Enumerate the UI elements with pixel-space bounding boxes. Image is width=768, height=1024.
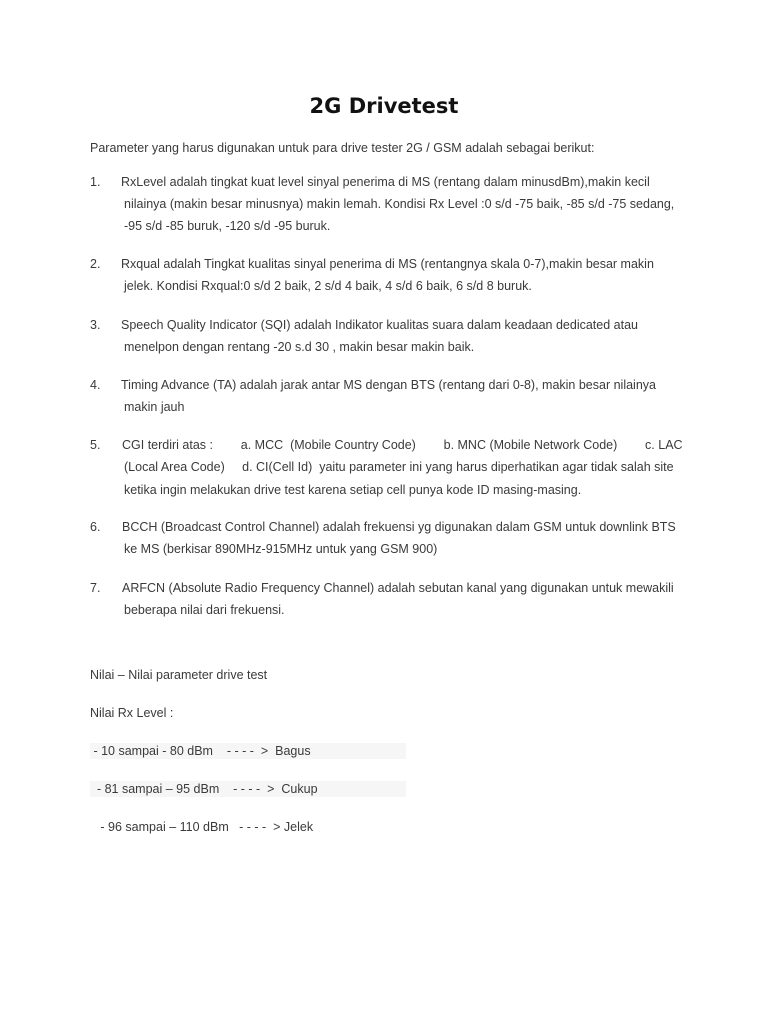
rx-range-cukup: - 81 sampai – 95 dBm - - - - > Cukup — [90, 781, 406, 797]
list-item-line: ARFCN (Absolute Radio Frequency Channel) adalah sebutan kanal yang digunakan untuk mewakili — [122, 581, 674, 595]
list-item-number: 5. — [90, 438, 101, 452]
intro-paragraph: Parameter yang harus digunakan untuk para drive tester 2G / GSM adalah sebagai berikut: — [90, 141, 595, 155]
list-item-line: ketika ingin melakukan drive test karena setiap cell punya kode ID masing-masing. — [124, 483, 582, 497]
list-item-line: makin jauh — [124, 400, 185, 414]
list-item-line: ke MS (berkisar 890MHz-915MHz untuk yang GSM 900) — [124, 542, 438, 556]
list-item-line: Timing Advance (TA) adalah jarak antar MS dengan BTS (rentang dari 0-8), makin besar nilainya — [121, 378, 656, 392]
list-item-number: 2. — [90, 257, 101, 271]
list-item-number: 3. — [90, 318, 101, 332]
list-item-line: jelek. Kondisi Rxqual:0 s/d 2 baik, 2 s/d 4 baik, 4 s/d 6 baik, 6 s/d 8 buruk. — [124, 279, 532, 293]
list-item-line: -95 s/d -85 buruk, -120 s/d -95 buruk. — [124, 219, 331, 233]
rx-range-bagus: - 10 sampai - 80 dBm - - - - > Bagus — [90, 743, 406, 759]
list-item-number: 1. — [90, 175, 101, 189]
rx-range-jelek: - 96 sampai – 110 dBm - - - - > Jelek — [90, 819, 406, 835]
list-item-line: RxLevel adalah tingkat kuat level sinyal penerima di MS (rentang dalam minusdBm),makin kecil — [121, 175, 650, 189]
rx-level-label: Nilai Rx Level : — [90, 706, 174, 720]
list-item-line: BCCH (Broadcast Control Channel) adalah frekuensi yg digunakan dalam GSM untuk downlink BTS — [122, 520, 676, 534]
list-item-line: beberapa nilai dari frekuensi. — [124, 603, 285, 617]
list-item-line: CGI terdiri atas : a. MCC (Mobile Country Code) b. MNC (Mobile Network Code) c. LAC — [122, 438, 683, 452]
list-item-number: 4. — [90, 378, 101, 392]
list-item-line: nilainya (makin besar minusnya) makin lemah. Kondisi Rx Level :0 s/d -75 baik, -85 s/d -75 sedang, — [124, 197, 675, 211]
list-item-line: Speech Quality Indicator (SQI) adalah Indikator kualitas suara dalam keadaan dedicated atau — [121, 318, 638, 332]
document-title: 2G Drivetest — [309, 94, 459, 118]
list-item-line: Rxqual adalah Tingkat kualitas sinyal penerima di MS (rentangnya skala 0-7),makin besar makin — [121, 257, 654, 271]
list-item-number: 7. — [90, 581, 101, 595]
parameter-values-heading: Nilai – Nilai parameter drive test — [90, 668, 268, 682]
list-item-line: (Local Area Code) d. CI(Cell Id) yaitu parameter ini yang harus diperhatikan agar tidak salah site — [124, 460, 674, 474]
list-item-number: 6. — [90, 520, 101, 534]
list-item-line: menelpon dengan rentang -20 s.d 30 , makin besar makin baik. — [124, 340, 475, 354]
